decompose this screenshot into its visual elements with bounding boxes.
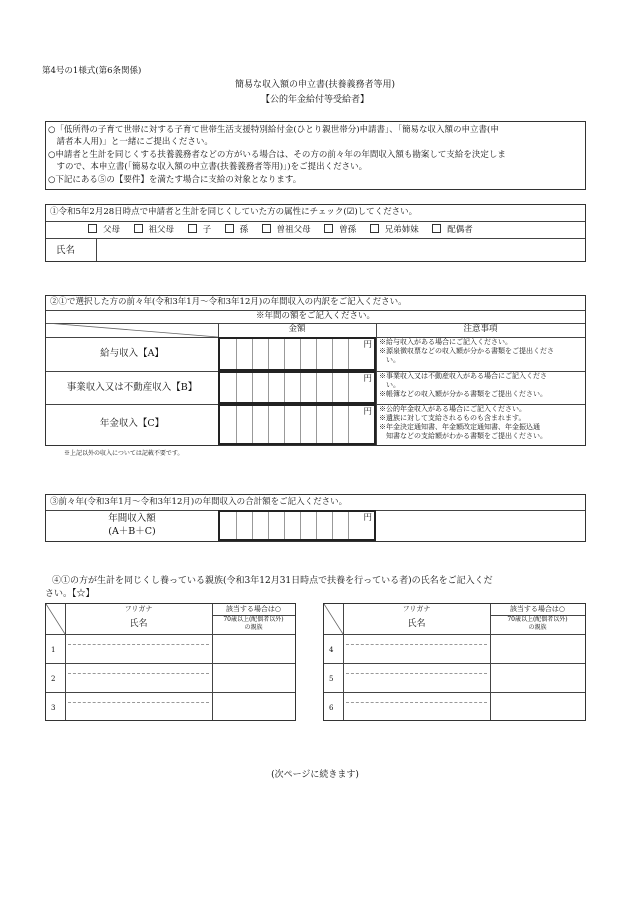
page-subtitle: 【公的年金給付等受給者】 [260, 95, 369, 105]
furigana-header: フリガナ [124, 605, 153, 613]
salary-amount-input[interactable] [218, 337, 376, 371]
name-header: 氏名 [129, 619, 148, 629]
row-notes-business: ※事業収入又は不動産収入がある場合にご記入くださ い。 ※帳簿などの収入額が分かる書類をご提出ください。 [379, 372, 547, 399]
row-notes-salary: ※給与収入がある場合にご記入ください。 ※源泉徴収票などの収入額が分かる書類をご提出くださ い。 [379, 338, 554, 365]
section1-table [45, 204, 586, 262]
section2-heading: ②①で選択した方の前々年(令和3年1月～令和3年12月)の年間収入の内訳をご記入ください。 [50, 297, 407, 307]
row-notes-pension: ※公的年金収入がある場合にご記入ください。 ※遺族に対して支給されるものも含まれます。 ※年金決定通知書、年金額改定通知書、年金振込通 知書などの支給額がわかる書類をご提出ください。 [379, 405, 547, 441]
page-title: 簡易な収入額の申立書(扶養義務者等用) [234, 80, 396, 90]
checkbox-grandchild[interactable]: 孫 [225, 225, 249, 235]
elderly-note: 70歳以上(配偶者以外) の親族 [507, 616, 568, 632]
name-input[interactable] [98, 240, 583, 260]
checkbox-father-mother[interactable]: 父母 [88, 225, 120, 235]
dependent-name-input[interactable] [66, 635, 211, 662]
furigana-header: フリガナ [402, 605, 431, 613]
row-number: 4 [329, 646, 334, 654]
applicable-mark-cell[interactable] [213, 693, 294, 719]
dependent-name-input[interactable] [344, 635, 489, 662]
section3-heading: ③前々年(令和3年1月～令和3年12月)の年間収入の合計額をご記入ください。 [50, 497, 348, 507]
name-header: 氏名 [407, 619, 426, 629]
section1-heading: ①令和5年2月28日時点で申請者と生計を同じくしていた方の属性にチェック(☑)してください。 [50, 207, 418, 217]
section2-footnote: ※上記以外の収入については記載不要です。 [64, 450, 184, 457]
checkbox-great-grandchild[interactable]: 曽孫 [324, 225, 356, 235]
checkbox-great-grandparents[interactable]: 曽祖父母 [262, 225, 311, 235]
note-line: ○下記にある⑤の【要件】を満たす場合に支給の対象となります。 [48, 175, 302, 185]
row-number: 6 [329, 704, 334, 712]
name-label: 氏名 [56, 245, 76, 256]
applicable-mark-cell[interactable] [491, 635, 584, 662]
checkbox-spouse[interactable]: 配偶者 [432, 225, 473, 235]
section4-heading: ④①の方が生計を同じくし養っている親族(令和3年12月31日時点で扶養を行っている者)の氏名をご記入くだ [52, 576, 493, 586]
row-number: 3 [51, 704, 56, 712]
yen-unit: 円 [363, 513, 372, 523]
total-formula: (A＋B＋C) [108, 526, 156, 537]
total-label: 年間収入額 [108, 513, 156, 524]
dependent-name-input[interactable] [344, 664, 489, 691]
note-line: ○申請者と生計を同じくする扶養義務者などの方がいる場合は、その方の前々年の年間収入額も勘案して支給を決定しま [48, 150, 506, 160]
diagonal-header-cell [46, 323, 218, 337]
applicable-header: 該当する場合は○ [509, 605, 566, 613]
business-amount-input[interactable] [218, 371, 376, 404]
note-line: すので、本申立書(「簡易な収入額の申立書(扶養義務者等用)」)をご提出ください。 [48, 162, 368, 172]
col-notes-header: 注意事項 [463, 324, 498, 334]
yen-unit: 円 [363, 340, 372, 350]
applicable-header: 該当する場合は○ [225, 605, 282, 613]
section4-heading-cont: さい。【☆】 [45, 589, 95, 599]
total-amount-input[interactable] [218, 510, 376, 541]
yen-unit: 円 [363, 407, 372, 417]
row-label-business: 事業収入又は不動産収入【B】 [66, 382, 198, 393]
row-number: 1 [51, 646, 56, 654]
col-amount-header: 金額 [288, 324, 306, 334]
section2-table [45, 295, 586, 446]
elderly-note: 70歳以上(配偶者以外) の親族 [223, 616, 284, 632]
pension-amount-input[interactable] [218, 404, 376, 445]
checkbox-siblings[interactable]: 兄弟姉妹 [370, 225, 419, 235]
checkbox-grandparents[interactable]: 祖父母 [134, 225, 175, 235]
row-number: 2 [51, 675, 56, 683]
note-line: ○「低所得の子育て世帯に対する子育て世帯生活支援特別給付金(ひとり親世帯分)申請書」、「簡易な収入額の申立書(申 [48, 125, 499, 135]
note-line: 請者本人用)」と一緒にご提出ください。 [48, 137, 213, 147]
row-label-salary: 給与収入【A】 [100, 348, 164, 359]
diagonal-header-cell [46, 604, 65, 634]
notes-box [45, 121, 586, 190]
section3-table [45, 494, 586, 542]
dependents-table-right [323, 603, 586, 721]
diagonal-header-cell [324, 604, 343, 634]
applicable-mark-cell[interactable] [491, 693, 584, 719]
dependent-name-input[interactable] [66, 664, 211, 691]
applicable-mark-cell[interactable] [491, 664, 584, 691]
row-label-pension: 年金収入【C】 [99, 418, 165, 429]
applicable-mark-cell[interactable] [213, 664, 294, 691]
row-number: 5 [329, 675, 334, 683]
checkbox-child[interactable]: 子 [188, 225, 212, 235]
continued-note: (次ページに続きます) [271, 770, 359, 780]
dependents-table-left [45, 603, 296, 721]
form-number: 第4号の1様式(第6条関係) [42, 66, 142, 76]
attribute-checkboxes [88, 224, 473, 236]
dependent-name-input[interactable] [66, 693, 211, 719]
applicable-mark-cell[interactable] [213, 635, 294, 662]
yen-unit: 円 [363, 374, 372, 384]
dependent-name-input[interactable] [344, 693, 489, 719]
section2-subheading: ※年間の額をご記入ください。 [255, 311, 375, 321]
